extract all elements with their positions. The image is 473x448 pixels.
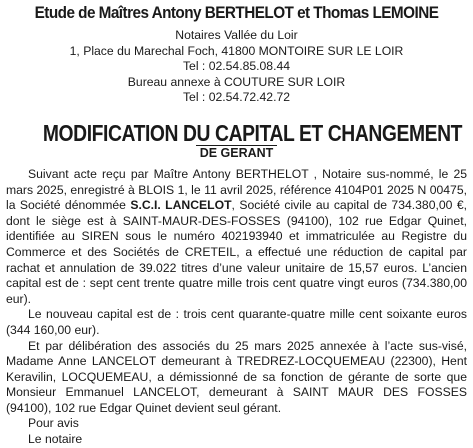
contact-line-phone: Tel : 02.54.85.08.44: [182, 59, 291, 74]
contact-line-annex-phone: Tel : 02.54.72.42.72: [182, 90, 291, 105]
paragraph-1-details: , Société civile au capital de 734.380,00 €, dont le siège est à SAINT-MAUR-DES-FOSSES (94100), 102 rue Edgar Quinet, identifiée au SIREN sous le numéro 402193940 et immatriculée au Registre du Commerce et des Sociétés de CRETEIL, a effectué une réduction de capital par rachat et annulation de 39.022 titres d’une valeur unitaire de 15,57 euros. L’ancien capital est de : sept cent trente quatre mille trois cent quatre vingt euros (734.380,00 eur).: [6, 198, 467, 306]
paragraph-new-capital: Le nouveau capital est de : trois cent quarante-quatre mille cent soixante euros (344 160,00 eur).: [6, 307, 467, 337]
closing-for-notice: Pour avis: [28, 416, 79, 431]
paragraph-1-intro: Suivant acte reçu par Maître Antony BERTHELOT , Notaire sus-nommé, le 25 mars 2025, enregistré à BLOIS 1, le 11 avril 2025, référence 4104P01 2025 N 00475, la Société dénommée: [6, 166, 467, 213]
company-name: S.C.I. LANCELOT: [130, 198, 232, 213]
closing-signatory: Le notaire: [28, 432, 83, 447]
contact-line-annex-office: Bureau annexe à COUTURE SUR LOIR: [127, 74, 346, 89]
notary-contact-block: [6, 28, 467, 106]
contact-line-office-name: Notaires Vallée du Loir: [175, 28, 298, 42]
notice-subtitle-text: DE GERANT: [196, 145, 278, 161]
contact-line-address: 1, Place du Marechal Foch, 41800 MONTOIRE SUR LE LOIR: [69, 43, 404, 58]
legal-notice-page: [0, 2, 473, 447]
notary-office-title: Etude de Maîtres Antony BERTHELOT et Thomas LEMOINE: [34, 3, 439, 22]
notice-body: [6, 167, 467, 448]
notice-title: MODIFICATION DU CAPITAL ET CHANGEMENT: [42, 119, 463, 146]
notice-subtitle: [6, 145, 467, 161]
paragraph-capital-reduction: [6, 167, 467, 307]
paragraph-manager-change: Et par délibération des associés du 25 mars 2025 annexée à l’acte sus-visé, Madame Anne LANCELOT demeurant à TREDREZ-LOCQUEMEAU (22300), Hent Keravilin, LOCQUEMEAU, a démissionné de sa fonction de gérante de sorte que Monsieur Emmanuel LANCELOT, demeurant à SAINT MAUR DES FOSSES (94100), 102 rue Edgar Quinet devient seul gérant.: [6, 338, 467, 415]
